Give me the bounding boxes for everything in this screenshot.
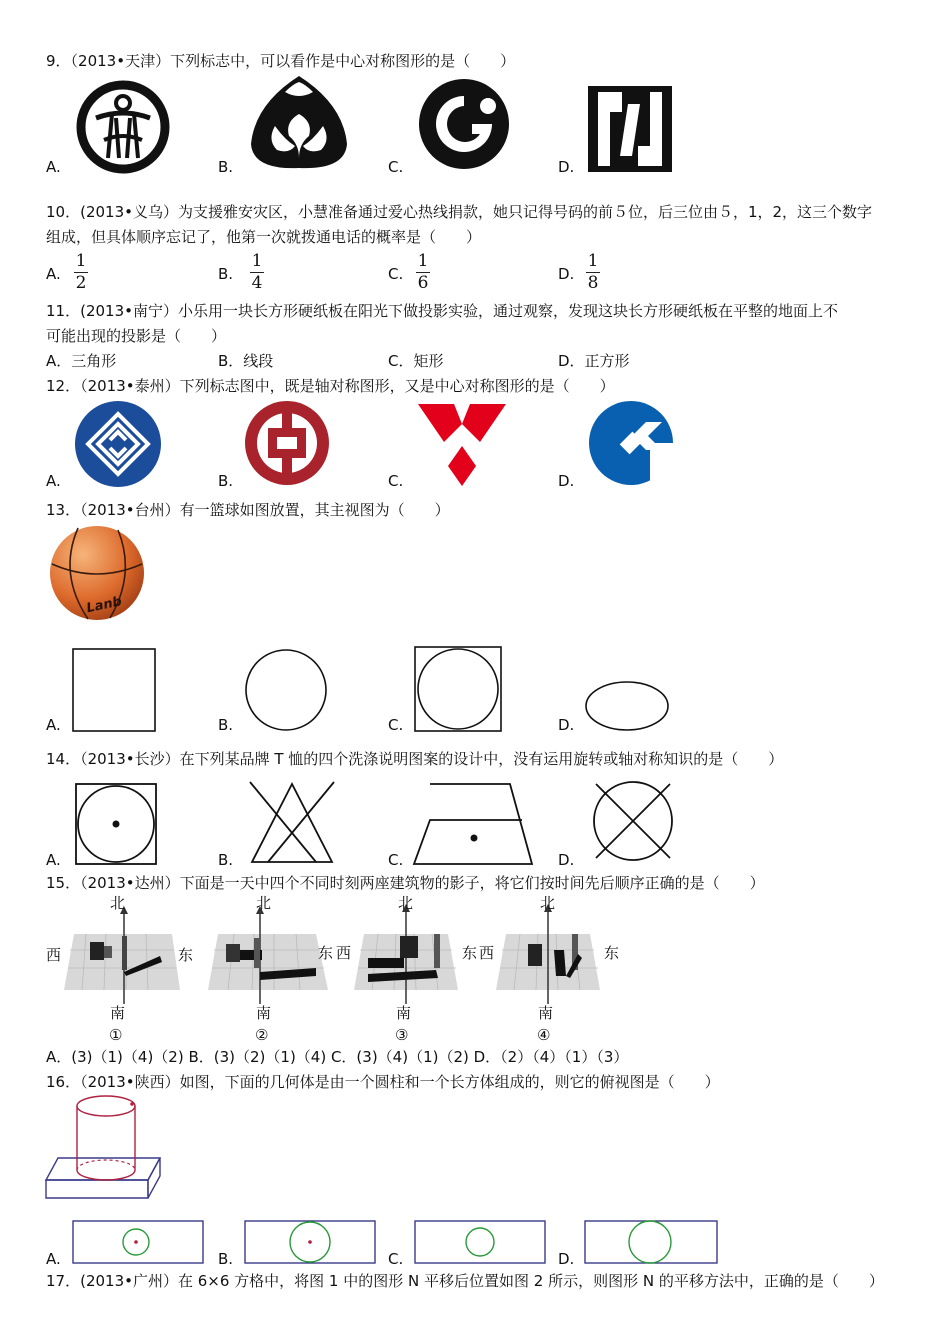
south-label: 南 (110, 1004, 126, 1022)
q10-label-c: C. (388, 265, 404, 283)
q10-line1: 10．(2013•义乌）为支援雅安灾区，小慧准备通过爱心热线捐款，她只记得号码的前５位，后三位由５，1，2，这三个数字 (46, 203, 873, 221)
shadow-panel-4 (494, 894, 604, 1044)
q14-option-d-dryclean-icon (588, 776, 678, 866)
q10-fraction-c (414, 252, 432, 293)
basketball-image (48, 524, 146, 622)
west-label-4: 西 (479, 944, 495, 962)
q16-label-a: A. (46, 1250, 61, 1268)
q13-label-b: B. (218, 716, 234, 734)
south-label: 南 (538, 1004, 554, 1022)
q10-fraction-a (72, 252, 90, 293)
q16-option-d (584, 1220, 718, 1264)
q16-label-b: B. (218, 1250, 234, 1268)
q9-label-c: C. (388, 158, 404, 176)
q12-label-a: A. (46, 472, 61, 490)
q12-text: 12．（2013•泰州）下列标志图中，既是轴对称图形，又是中心对称图形的是（ ） (46, 377, 615, 395)
ball-brand-text: Lanb (85, 594, 124, 617)
west-label: 西 (46, 946, 62, 964)
north-label: 北 (540, 894, 556, 912)
east-label-1: 东 (178, 946, 194, 964)
panel-number: ① (109, 1026, 123, 1044)
q16-option-c (414, 1220, 546, 1264)
fraction-numerator: 1 (251, 251, 263, 271)
q11-option-a: A．三角形 (46, 352, 117, 370)
fraction-denominator: 4 (251, 273, 263, 293)
q13-option-d-ellipse (584, 680, 670, 732)
east-label-3: 东 (462, 944, 478, 962)
west-label-3: 西 (336, 944, 352, 962)
fraction-denominator: 8 (587, 273, 599, 293)
q10-fraction-b (248, 252, 266, 293)
shadow-panel-1 (46, 894, 182, 1044)
q14-option-b-bleach-icon (246, 778, 338, 864)
north-label: 北 (256, 894, 272, 912)
q10-label-d: D. (558, 265, 575, 283)
q17-text: 17．(2013•广州）在 6×6 方格中，将图 1 中的图形 N 平移后位置如图 2 所示，则图形 N 的平移方法中，正确的是（ ） (46, 1272, 884, 1290)
q13-label-a: A. (46, 716, 61, 734)
q13-text: 13．（2013•台州）有一篮球如图放置，其主视图为（ ） (46, 501, 450, 519)
q15-options: A．(3)（1)（4)（2) B．(3)（2)（1)（4) C．(3)（4)（1)（2) D．（2）（4）（1）（3） (46, 1048, 629, 1066)
north-label: 北 (398, 894, 414, 912)
q14-option-c-iron-icon (412, 780, 534, 866)
q10-label-b: B. (218, 265, 234, 283)
fraction-numerator: 1 (587, 251, 599, 271)
q16-option-a (72, 1220, 204, 1264)
fraction-numerator: 1 (75, 251, 87, 271)
panel-number: ② (255, 1026, 269, 1044)
panel-number: ④ (537, 1026, 551, 1044)
q11-line2: 可能出现的投影是（ ） (46, 327, 227, 345)
north-label: 北 (110, 894, 126, 912)
q10-fraction-d (584, 252, 602, 293)
q12-logo-c (416, 402, 508, 486)
east-label-2: 东 (318, 944, 334, 962)
q11-option-c: C．矩形 (388, 352, 444, 370)
q12-logo-b (244, 400, 330, 486)
q9-label-d: D. (558, 158, 575, 176)
q14-label-a: A. (46, 851, 61, 869)
q13-option-b-circle (244, 648, 328, 732)
q14-label-b: B. (218, 851, 234, 869)
q16-option-b (244, 1220, 376, 1264)
q9-logo-d (588, 86, 672, 172)
east-label-4: 东 (604, 944, 620, 962)
q9-logo-b (245, 74, 353, 174)
q9-logo-a (74, 78, 172, 176)
q13-label-d: D. (558, 716, 575, 734)
q9-logo-c (416, 76, 512, 172)
fraction-denominator: 6 (417, 273, 429, 293)
shadow-panel-3 (352, 894, 462, 1044)
q12-label-c: C. (388, 472, 404, 490)
q9-label-b: B. (218, 158, 234, 176)
q13-label-c: C. (388, 716, 404, 734)
panel-number: ③ (395, 1026, 409, 1044)
q12-logo-a (74, 400, 162, 488)
q11-line1: 11．(2013•南宁）小乐用一块长方形硬纸板在阳光下做投影实验，通过观察，发现这块长方形硬纸板在平整的地面上不 (46, 302, 838, 320)
shadow-panel-2 (204, 894, 334, 1044)
q16-label-d: D. (558, 1250, 575, 1268)
cylinder-cuboid-figure (44, 1094, 164, 1202)
q12-logo-d (588, 400, 674, 486)
q10-label-a: A. (46, 265, 61, 283)
south-label: 南 (256, 1004, 272, 1022)
q9-label-a: A. (46, 158, 61, 176)
q15-text: 15．（2013•达州）下面是一天中四个不同时刻两座建筑物的影子，将它们按时间先后顺序正确的是（ ） (46, 874, 765, 892)
q12-label-b: B. (218, 472, 234, 490)
q16-text: 16．（2013•陕西）如图，下面的几何体是由一个圆柱和一个长方体组成的，则它的俯视图是（ ） (46, 1073, 720, 1091)
south-label: 南 (396, 1004, 412, 1022)
q13-option-c-square-circle (414, 646, 502, 732)
q14-option-a-wash-icon (74, 782, 158, 866)
q13-option-a-square (72, 648, 156, 732)
q14-label-c: C. (388, 851, 404, 869)
q10-line2: 组成，但具体顺序忘记了，他第一次就拨通电话的概率是（ ） (46, 228, 482, 246)
fraction-numerator: 1 (417, 251, 429, 271)
q16-label-c: C. (388, 1250, 404, 1268)
q12-label-d: D. (558, 472, 575, 490)
q9-text: 9．（2013•天津）下列标志中，可以看作是中心对称图形的是（ ） (46, 52, 516, 70)
q11-option-d: D．正方形 (558, 352, 630, 370)
fraction-denominator: 2 (75, 273, 87, 293)
q14-label-d: D. (558, 851, 575, 869)
q14-text: 14．（2013•长沙）在下列某品牌 T 恤的四个洗涤说明图案的设计中，没有运用旋转或轴对称知识的是（ ） (46, 750, 784, 768)
q11-option-b: B．线段 (218, 352, 274, 370)
